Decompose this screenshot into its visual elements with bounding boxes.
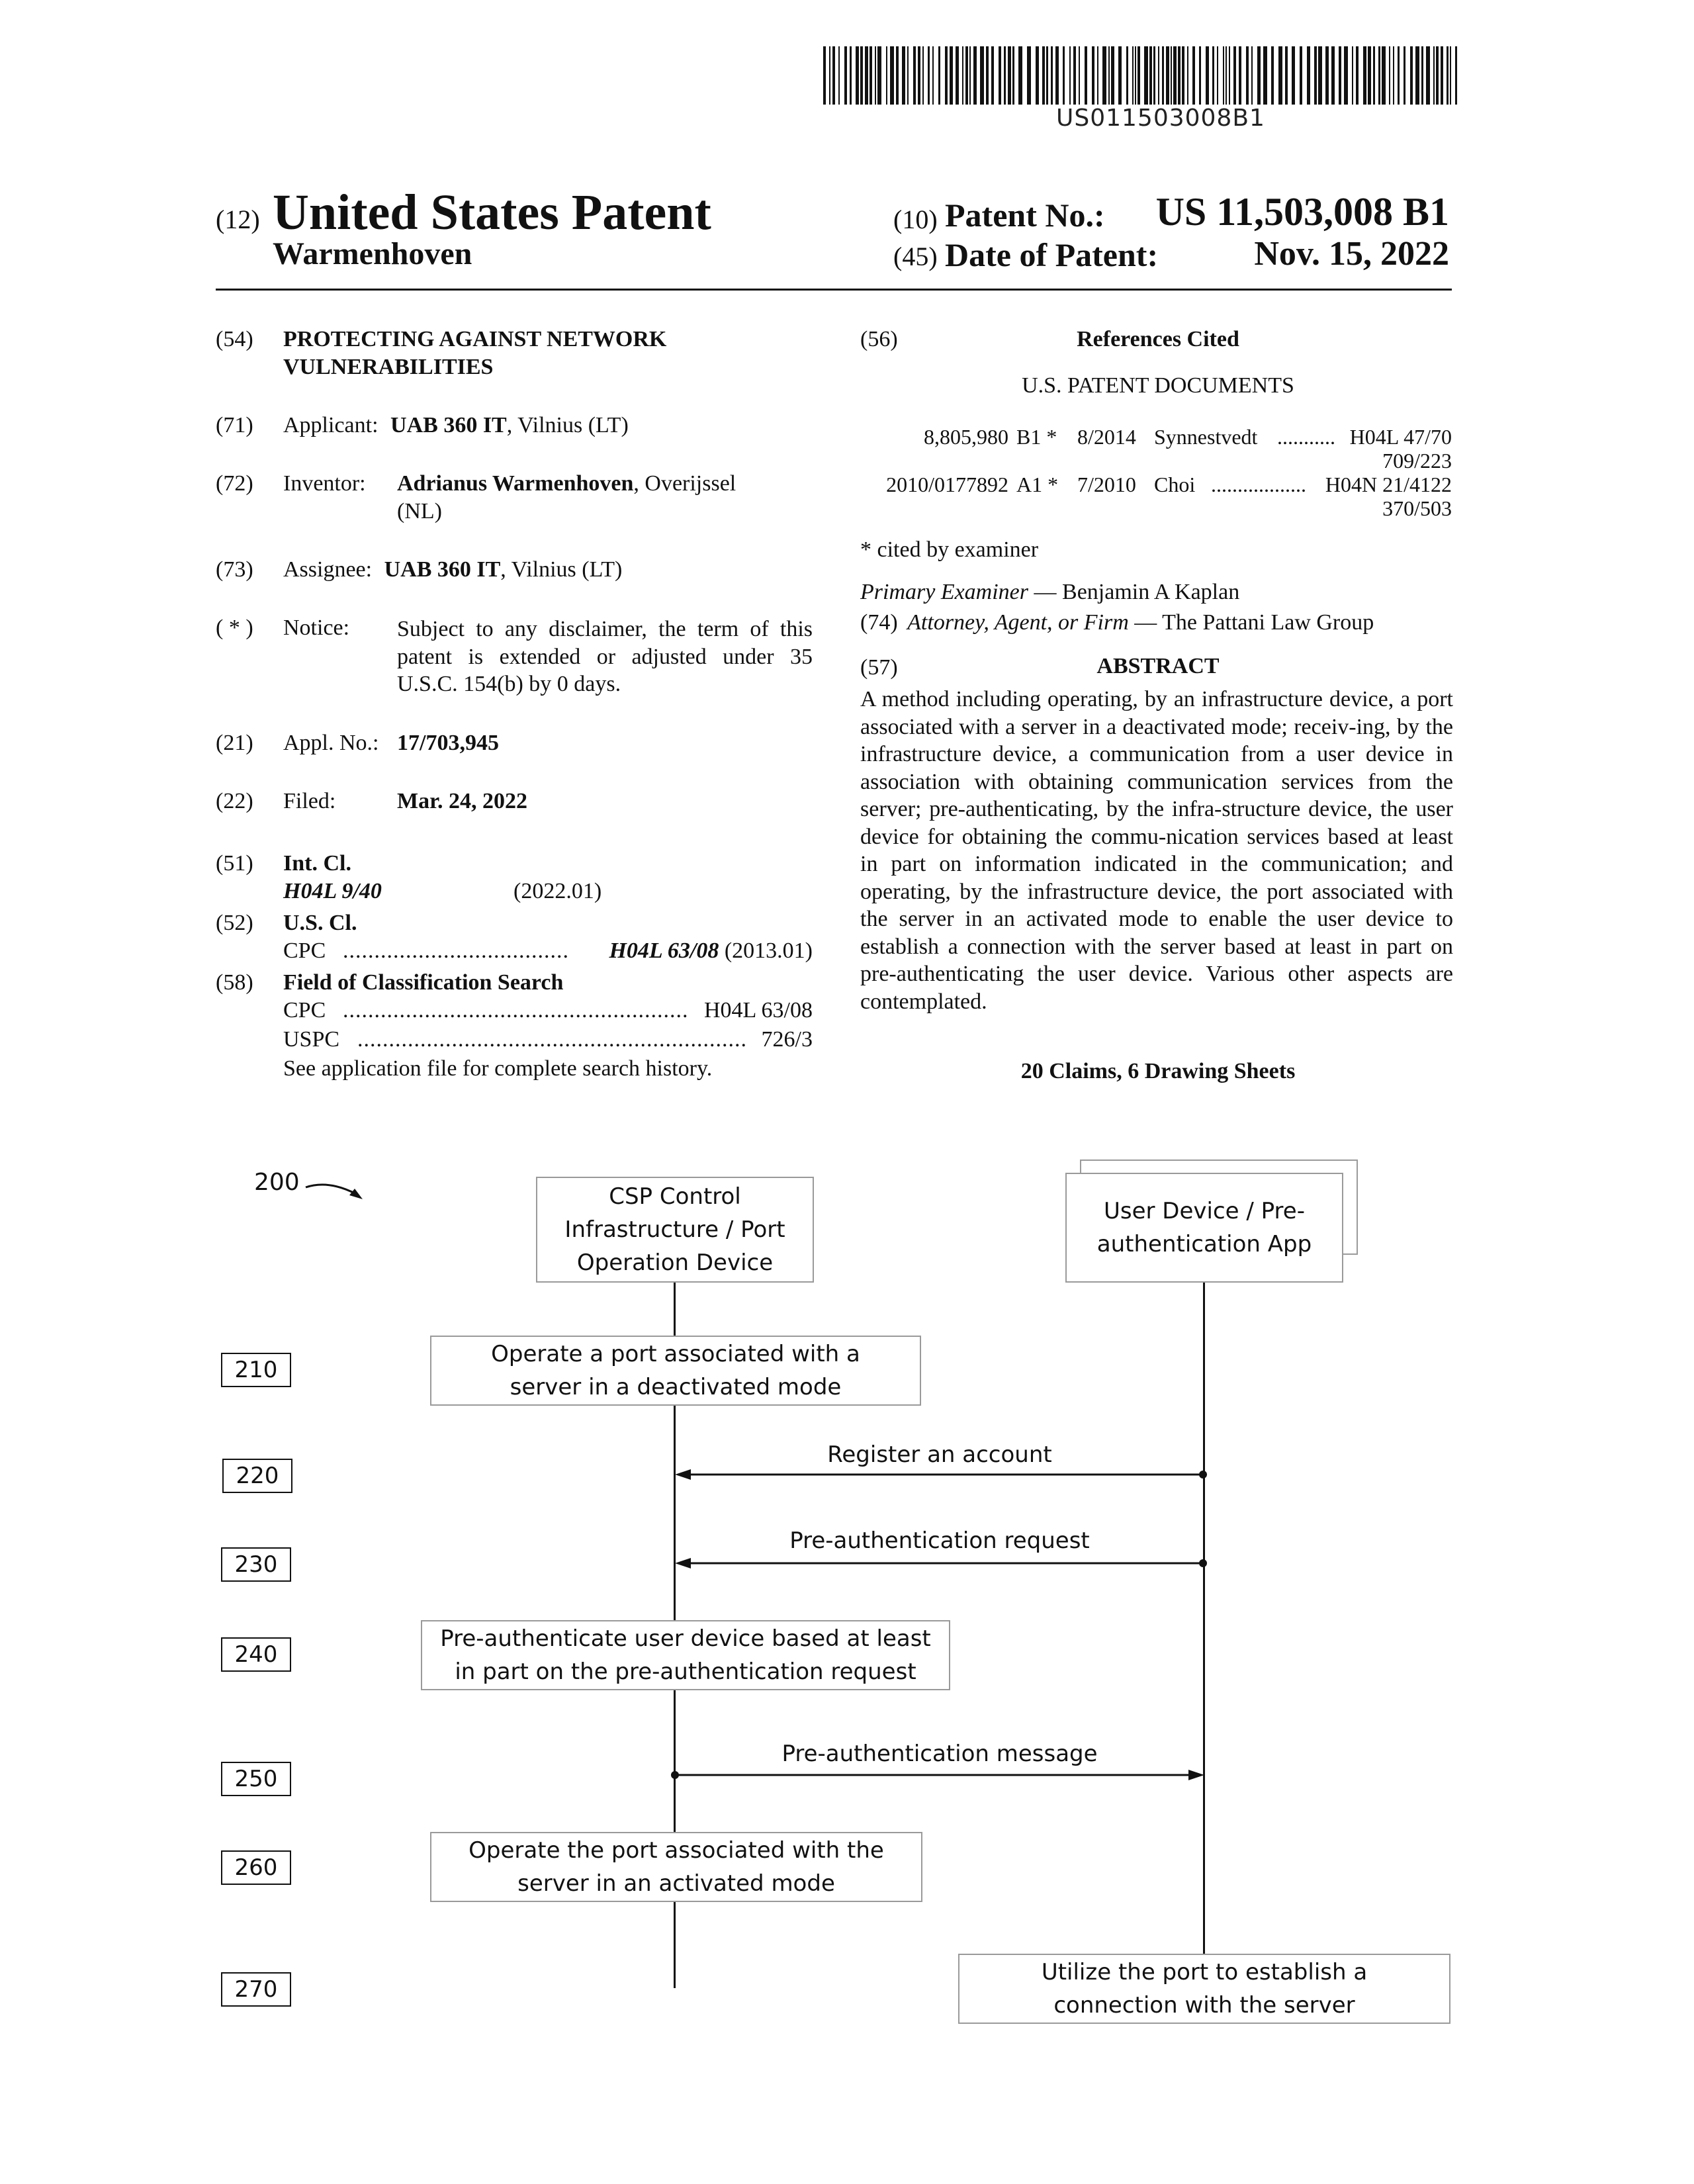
inventor-surname: Warmenhoven xyxy=(273,236,472,271)
step-210-number: 210 xyxy=(221,1353,291,1387)
barcode-number: US011503008B1 xyxy=(1056,105,1265,132)
uscl-cpc-label: CPC xyxy=(283,938,326,963)
field-cpc-value: H04L 63/08 xyxy=(703,998,813,1023)
inventor-name: Adrianus Warmenhoven xyxy=(397,471,634,496)
ref2-number: 2010/0177892 xyxy=(886,473,1008,496)
patent-number: US 11,503,008 B1 xyxy=(1155,190,1449,234)
step-230-number: 230 xyxy=(221,1547,291,1582)
field-label: Field of Classification Search xyxy=(283,970,564,995)
attorney-label: Attorney, Agent, or Firm xyxy=(907,610,1129,635)
applicant-row xyxy=(283,413,629,438)
patent-no-code: (10) xyxy=(893,205,938,234)
ref1-dots: ........... xyxy=(1277,425,1335,449)
inventor-row xyxy=(397,471,736,496)
field-uspc-label: USPC xyxy=(283,1027,340,1052)
cited-by-examiner: * cited by examiner xyxy=(860,537,1039,562)
refs-title: References Cited xyxy=(1077,327,1239,351)
csp-control-box xyxy=(536,1177,814,1283)
ref2-name: Choi xyxy=(1154,473,1196,496)
ref1-date: 8/2014 xyxy=(1077,425,1136,449)
invention-title-line1: PROTECTING AGAINST NETWORK xyxy=(283,327,667,351)
step-260-box xyxy=(430,1832,922,1902)
examiner-name: — Benjamin A Kaplan xyxy=(1034,580,1240,604)
filed-label: Filed: xyxy=(283,789,336,813)
user-device-box xyxy=(1065,1173,1343,1283)
us-patent-documents: U.S. PATENT DOCUMENTS xyxy=(1022,373,1294,398)
uscl-label: U.S. Cl. xyxy=(283,911,357,935)
patent-type-title: United States Patent xyxy=(273,185,711,240)
appl-label: Appl. No.: xyxy=(283,731,379,755)
inventor-location: , Overijssel xyxy=(633,471,736,496)
inventor-code: (72) xyxy=(216,471,253,496)
attorney-name: — The Pattani Law Group xyxy=(1134,610,1374,635)
ref1-subclass: 709/223 xyxy=(1382,449,1452,473)
uscl-cpc-dots: .................................... xyxy=(343,938,569,963)
barcode xyxy=(823,46,1458,106)
step-270-box xyxy=(958,1954,1450,2024)
uscl-cpc-year: (2013.01) xyxy=(724,938,813,963)
user-device-box-label: User Device / Pre-authentication App xyxy=(1096,1198,1312,1257)
filed-date: Mar. 24, 2022 xyxy=(397,789,528,813)
field-cpc-label: CPC xyxy=(283,998,326,1023)
uscl-code: (52) xyxy=(216,911,253,935)
filed-code: (22) xyxy=(216,789,253,813)
ref1-number: 8,805,980 xyxy=(924,425,1008,449)
patent-date: Nov. 15, 2022 xyxy=(1254,235,1449,273)
step-230-label: Pre-authentication request xyxy=(789,1527,1090,1554)
abstract-title: ABSTRACT xyxy=(1096,654,1220,678)
inventor-location-line2: (NL) xyxy=(397,499,442,523)
ref2-class: H04N 21/4122 xyxy=(1325,473,1452,496)
uscl-cpc-class: H04L 63/08 xyxy=(609,938,719,963)
appl-code: (21) xyxy=(216,731,253,755)
intcl-year: (2022.01) xyxy=(513,879,602,903)
field-uspc-dots: .............................................................. xyxy=(357,1027,747,1052)
intcl-code: (51) xyxy=(216,851,253,876)
field-cpc-dots: ....................................................... xyxy=(343,998,689,1023)
uscl-cpc-value xyxy=(609,938,813,964)
applicant-location: , Vilnius (LT) xyxy=(506,413,629,437)
field-note: See application file for complete search history. xyxy=(283,1056,713,1081)
assignee-row xyxy=(283,557,622,582)
applicant-label: Applicant: xyxy=(283,413,379,437)
title-code: (54) xyxy=(216,327,253,351)
step-250-label: Pre-authentication message xyxy=(781,1741,1098,1767)
step-270-text: Utilize the port to establish a connection with the server xyxy=(1041,1959,1368,2019)
step-240-box xyxy=(421,1620,950,1690)
ref2-kind: A1 * xyxy=(1016,473,1059,496)
step-250-number: 250 xyxy=(221,1762,291,1796)
barcode-image xyxy=(823,46,1458,106)
patent-no-label: Patent No.: xyxy=(945,197,1105,234)
notice-code: ( * ) xyxy=(216,615,253,640)
field-uspc-value: 726/3 xyxy=(761,1027,813,1052)
kind-code: (12) xyxy=(216,205,260,234)
appl-number: 17/703,945 xyxy=(397,731,499,755)
step-250-arrow xyxy=(668,1766,1218,1786)
assignee-name: UAB 360 IT xyxy=(384,557,501,582)
assignee-location: , Vilnius (LT) xyxy=(500,557,623,582)
step-220-number: 220 xyxy=(222,1459,292,1493)
step-210-box xyxy=(430,1336,921,1406)
attorney-row xyxy=(860,610,1374,635)
applicant-code: (71) xyxy=(216,413,253,437)
field-code: (58) xyxy=(216,970,253,995)
ref2-date: 7/2010 xyxy=(1077,473,1136,496)
ref1-kind: B1 * xyxy=(1016,425,1057,449)
ref1-class: H04L 47/70 xyxy=(1349,425,1452,449)
step-240-number: 240 xyxy=(221,1637,291,1672)
step-260-number: 260 xyxy=(221,1850,291,1885)
figure-reference-arrow xyxy=(302,1177,368,1210)
step-240-text: Pre-authenticate user device based at least in part on the pre-authentication request xyxy=(440,1625,931,1685)
step-230-arrow xyxy=(668,1554,1218,1574)
notice-text: Subject to any disclaimer, the term of this patent is extended or adjusted under 35 U.S.C. 154(b) by 0 days. xyxy=(397,617,813,696)
step-260-text: Operate the port associated with the server in an activated mode xyxy=(468,1837,884,1897)
ref2-subclass: 370/503 xyxy=(1382,496,1452,520)
claims-summary: 20 Claims, 6 Drawing Sheets xyxy=(1020,1059,1296,1083)
invention-title-line2: VULNERABILITIES xyxy=(283,355,494,379)
step-210-text: Operate a port associated with a server in a deactivated mode xyxy=(491,1341,860,1400)
ref1-name: Synnestvedt xyxy=(1154,425,1258,449)
inventor-label: Inventor: xyxy=(283,471,366,496)
abstract-code: (57) xyxy=(860,655,898,680)
date-code: (45) xyxy=(893,242,938,271)
abstract-text: A method including operating, by an infrastructure device, a port associated with a server in a deactivated mode; receiv-ing, by the infrastructure device, a communication from a user device in association with obtaining communication services from the server; pre-authenticating, by the infra-structure device, the user device for obtaining the commu-nication services based at least in part on information indicated in the communication; and operating, by the infrastructure device, the port associated with the server in an activated mode to enable the user device to establish a connection with the server based at least in part on pre-authenticating the user device. Various other aspects are contemplated. xyxy=(860,687,1453,1014)
ref2-dots: .................. xyxy=(1211,473,1306,496)
csp-control-box-label: CSP Control Infrastructure / Port Operation Device xyxy=(564,1183,785,1276)
step-220-label: Register an account xyxy=(827,1441,1052,1468)
refs-code: (56) xyxy=(860,327,898,351)
applicant-name: UAB 360 IT xyxy=(390,413,507,437)
step-220-arrow xyxy=(668,1465,1218,1485)
user-lifeline xyxy=(1203,1283,1205,1954)
notice-label: Notice: xyxy=(283,615,350,640)
date-label: Date of Patent: xyxy=(945,236,1159,273)
intcl-class: H04L 9/40 xyxy=(283,879,382,903)
assignee-label: Assignee: xyxy=(283,557,373,582)
step-270-number: 270 xyxy=(221,1972,291,2007)
examiner-label: Primary Examiner xyxy=(860,580,1029,604)
assignee-code: (73) xyxy=(216,557,253,582)
primary-examiner xyxy=(860,580,1239,605)
intcl-label: Int. Cl. xyxy=(283,851,351,876)
header-divider xyxy=(216,289,1452,291)
figure-reference: 200 xyxy=(254,1169,300,1196)
attorney-code: (74) xyxy=(860,610,898,635)
